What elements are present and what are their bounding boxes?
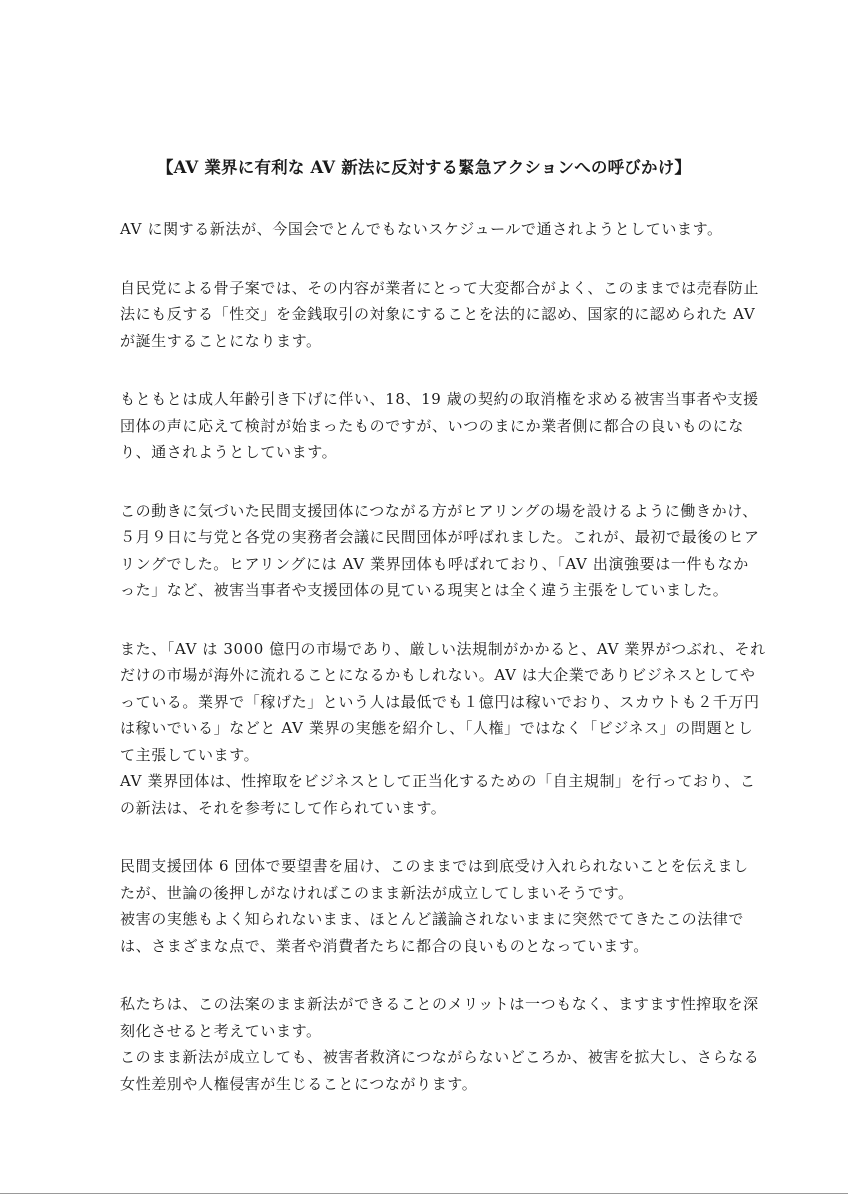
text-line: て主張しています。: [120, 745, 260, 764]
text-line: っている。業界で「稼げた」という人は最低でも１億円は稼いでおり、スカウトも２千万円: [120, 692, 760, 711]
text-line: また、「AV は 3000 億円の市場であり、厳しい法規制がかかると、AV 業界がつぶれ、それ: [120, 639, 766, 658]
text-line: 自民党による骨子案では、その内容が業者にとって大変都合がよく、このままでは売春防止: [120, 278, 760, 297]
text-line: 女性差別や人権侵害が生じることにつながります。: [120, 1074, 478, 1093]
text-line: AV 業界団体は、性搾取をビジネスとして正当化するための「自主規制」を行っており、こ: [120, 772, 756, 790]
text-line: った」など、被害当事者や支援団体の見ている現実とは全く違う主張をしていました。: [120, 581, 729, 599]
paragraph-6: [120, 853, 749, 959]
page-bottom-divider: [0, 1193, 848, 1194]
text-line: この動きに気づいた民間支援団体につながる方がヒアリングの場を設けるように働きかけ、: [120, 501, 758, 520]
text-line: AV に関する新法が、今国会でとんでもないスケジュールで通されようとしています。: [120, 220, 723, 238]
text-line: は稼いでいる」などと AV 業界の実態を紹介し、「人権」ではなく「ビジネス」の問題とし: [120, 719, 754, 737]
text-line: 団体の声に応えて検討が始まったものですが、いつのまにか業者側に都合の良いものにな: [120, 416, 745, 435]
text-line: だけの市場が海外に流れることになるかもしれない。AV は大企業でありビジネスとしてや: [120, 666, 756, 684]
paragraph-5: [120, 636, 766, 822]
paragraph-7: [120, 991, 760, 1097]
text-line: が誕生することになります。: [120, 331, 322, 350]
text-line: 民間支援団体 6 団体で要望書を届け、このままでは到底受け入れられないことを伝えまし: [120, 857, 749, 875]
text-line: リングでした。ヒアリングには AV 業界団体も呼ばれており、「AV 出演強要は一件もなか: [120, 554, 749, 573]
text-line: 刻化させると考えています。: [120, 1021, 322, 1040]
text-line: このまま新法が成立しても、被害者救済につながらないどころか、被害を拡大し、さらなる: [120, 1048, 760, 1066]
document-body: [120, 216, 766, 1129]
document-title: 【AV 業界に有利な AV 新法に反対する緊急アクションへの呼びかけ】: [156, 158, 692, 177]
text-line: 法にも反する「性交」を金銭取引の対象にすることを法的に認め、国家的に認められた AV: [120, 305, 756, 323]
text-line: 私たちは、この法案のまま新法ができることのメリットは一つもなく、ますます性搾取を深: [120, 995, 759, 1013]
text-line: たが、世論の後押しがなければこのまま新法が成立してしまいそうです。: [120, 883, 634, 902]
text-line: り、通されようとしています。: [120, 443, 338, 461]
text-line: は、さまざまな点で、業者や消費者たちに都合の良いものとなっています。: [120, 936, 649, 955]
paragraph-2: [120, 275, 760, 355]
paragraph-4: [120, 498, 760, 604]
paragraph-1: [120, 216, 732, 243]
text-line: ５月９日に与党と各党の実務者会議に民間団体が呼ばれました。これが、最初で最後のヒア: [120, 528, 760, 546]
text-line: の新法は、それを参考にして作られています。: [120, 798, 447, 817]
text-line: 被害の実態もよく知られないまま、ほとんど議論されないままに突然でてきたこの法律で: [120, 910, 745, 928]
text-line: もともとは成人年齢引き下げに伴い、18、19 歳の契約の取消権を求める被害当事者や支援: [120, 390, 759, 408]
paragraph-3: [120, 386, 759, 466]
